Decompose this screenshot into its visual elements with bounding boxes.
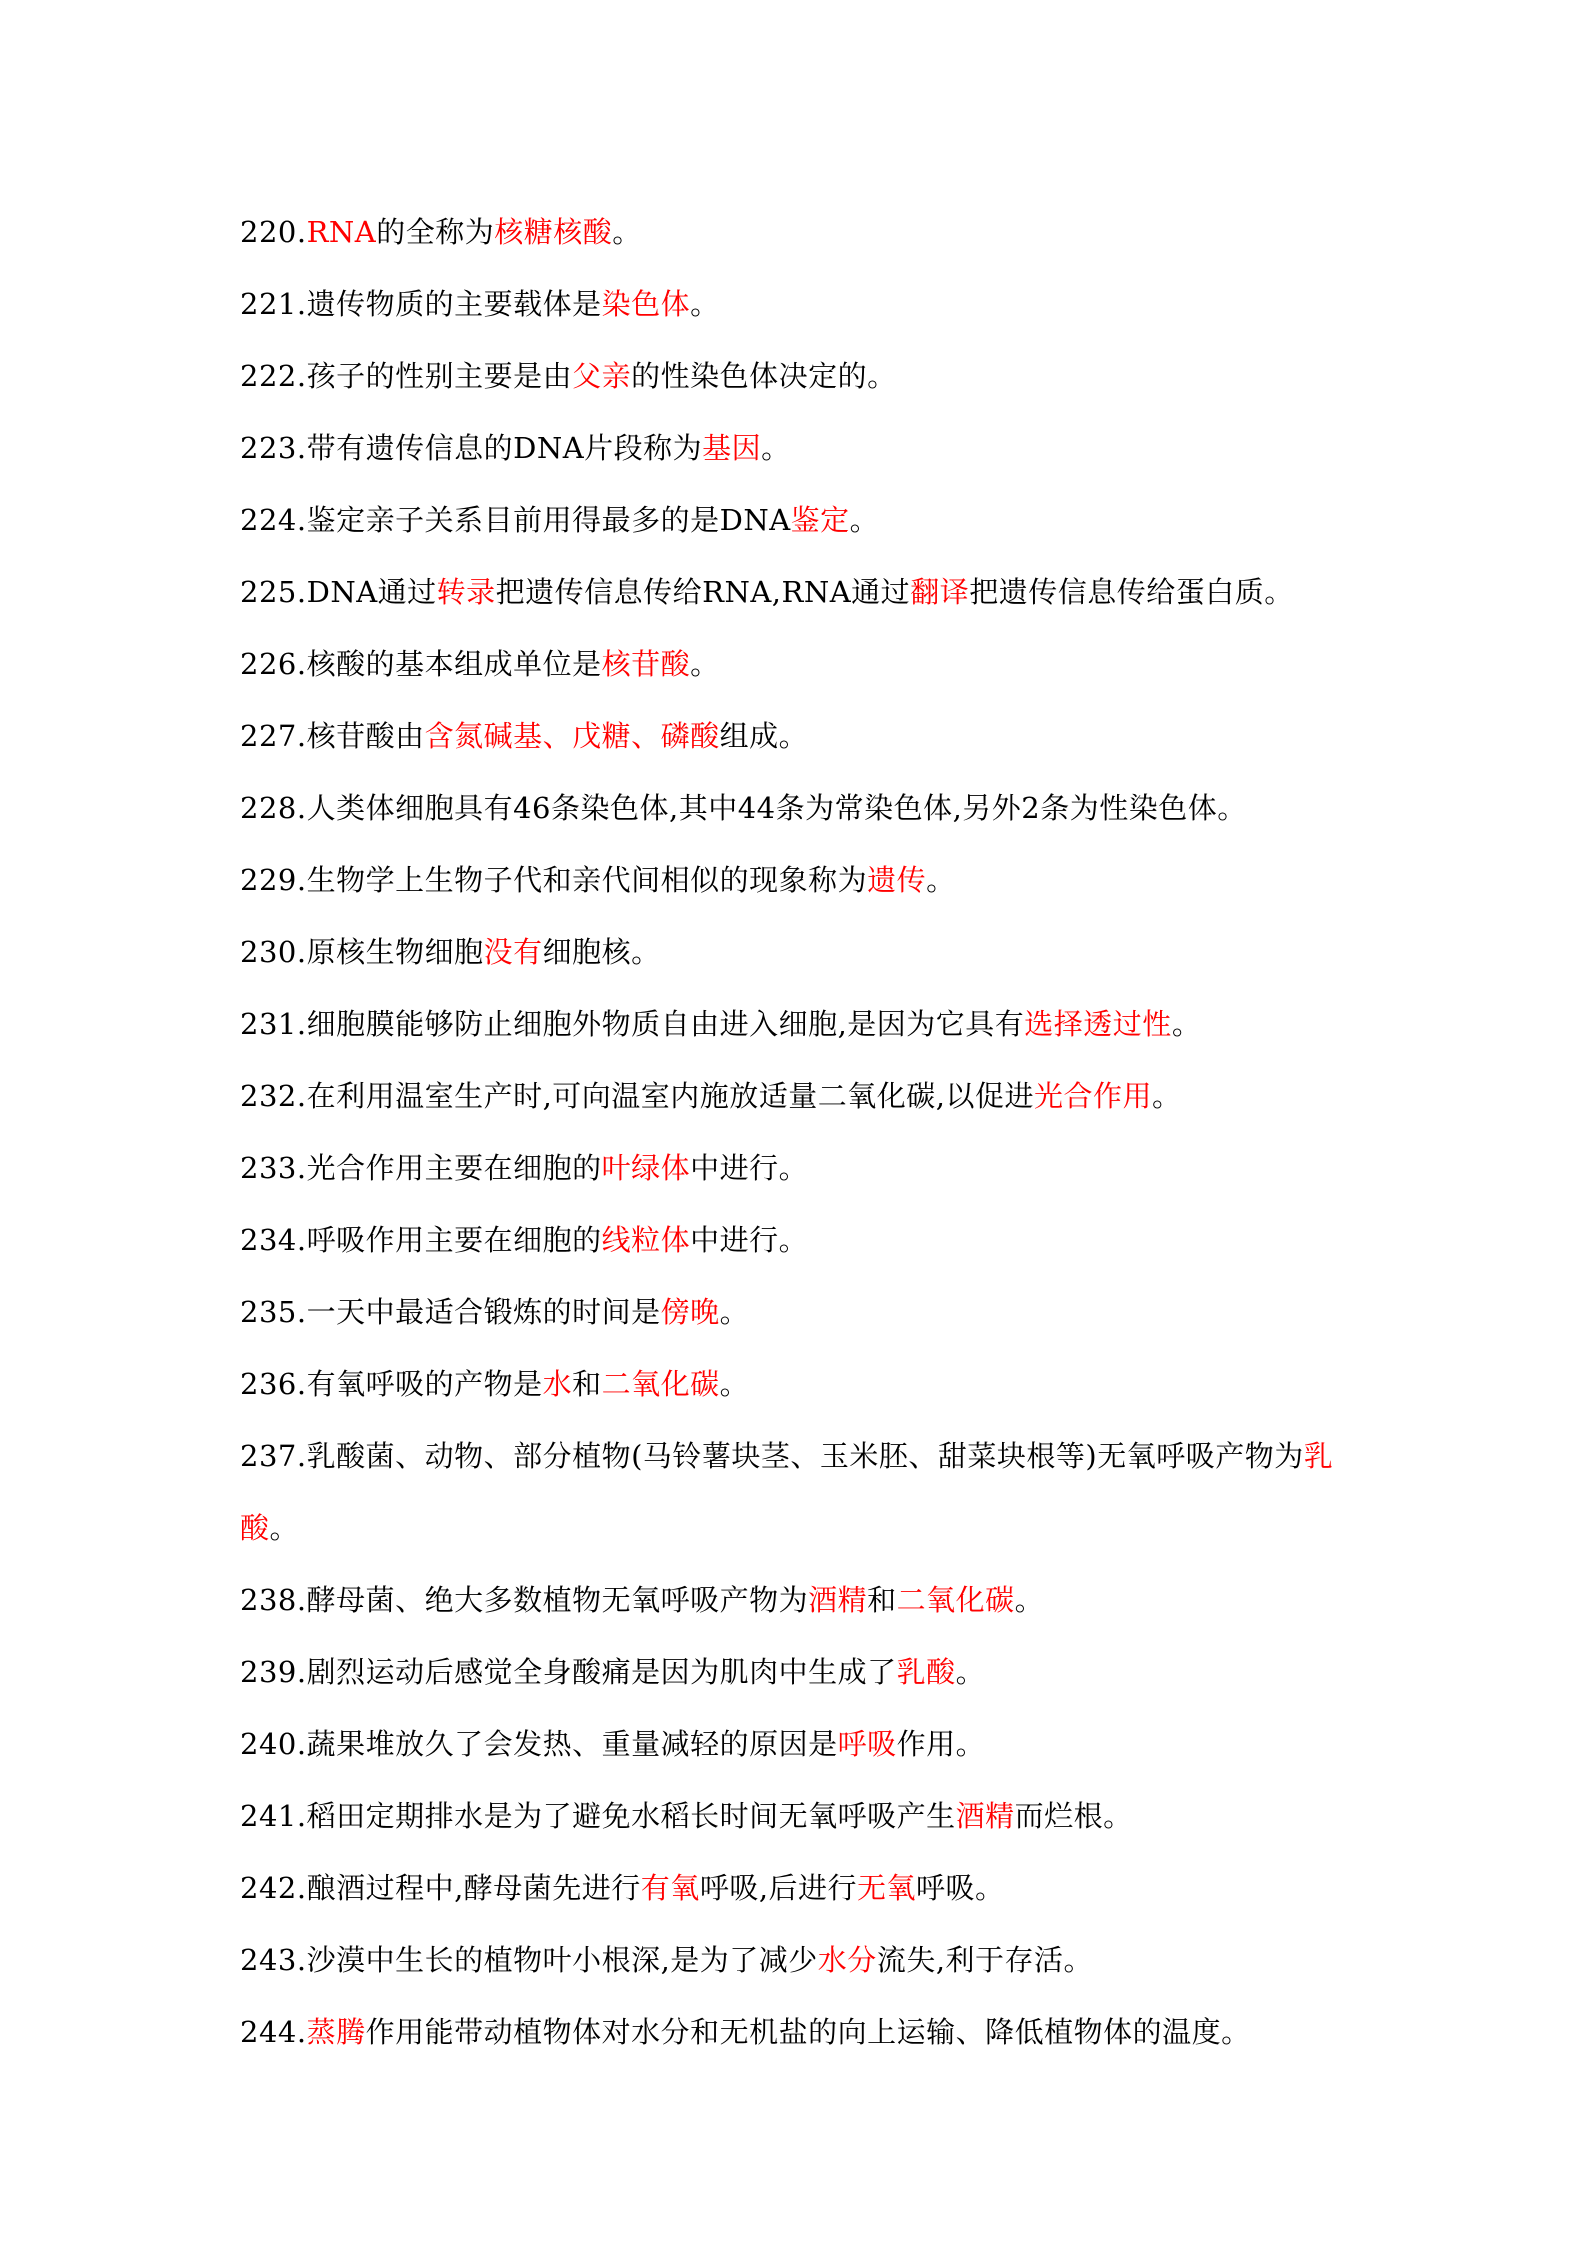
statement-text: 流失,利于存活。 [876,1943,1094,1977]
item-243 [240,1924,1370,1996]
answer-text: 傍晚 [660,1295,720,1329]
item-240 [240,1708,1370,1780]
item-229 [240,844,1370,916]
statement-text: 。 [612,215,642,249]
item-230 [240,916,1370,988]
item-232 [240,1060,1370,1132]
statement-text: 把遗传信息传给蛋白质。 [969,575,1294,609]
statement-text: 把遗传信息传给RNA,RNA通过 [495,575,911,609]
statement-text: 222.孩子的性别主要是由 [240,359,573,393]
statement-text: 作用能带动植物体对水分和无机盐的向上运输、降低植物体的温度。 [365,2015,1251,2049]
statement-text: 。 [1171,1007,1202,1041]
statement-text: 。 [719,1295,750,1329]
statement-text: 。 [955,1655,986,1689]
statement-text: 中进行。 [690,1223,809,1257]
statement-text: 229.生物学上生物子代和亲代间相似的现象称为 [240,863,868,897]
statement-text: 234.呼吸作用主要在细胞的 [240,1223,602,1257]
statement-text: 。 [719,1367,750,1401]
statement-text: 和 [572,1367,602,1401]
statement-text: 225.DNA通过 [240,575,437,609]
statement-text: 221.遗传物质的主要载体是 [240,287,602,321]
statement-text: 241.稻田定期排水是为了避免水稻长时间无氧呼吸产生 [240,1799,956,1833]
item-234 [240,1204,1370,1276]
item-221 [240,268,1370,340]
statement-text: 呼吸,后进行 [699,1871,858,1905]
answer-text: 乳酸 [240,1439,1334,1545]
statement-text: 。 [849,503,880,537]
item-235 [240,1276,1370,1348]
item-233 [240,1132,1370,1204]
statement-text: 的性染色体决定的。 [631,359,897,393]
answer-text: 蒸腾 [306,2015,366,2049]
item-224 [240,484,1370,556]
answer-text: 染色体 [601,287,691,321]
statement-text: 227.核苷酸由 [240,719,425,753]
answer-text: 翻译 [910,575,970,609]
item-220 [240,196,1370,268]
item-238 [240,1564,1370,1636]
statement-text: 224.鉴定亲子关系目前用得最多的是DNA [240,503,791,537]
statement-text: 231.细胞膜能够防止细胞外物质自由进入细胞,是因为它具有 [240,1007,1025,1041]
statement-text: 233.光合作用主要在细胞的 [240,1151,602,1185]
answer-text: 核糖核酸 [494,215,613,249]
answer-text: 线粒体 [601,1223,691,1257]
answer-text: 乳酸 [896,1655,956,1689]
statement-text: 的全称为 [376,215,495,249]
statement-text: 呼吸。 [916,1871,1005,1905]
answer-text: 核苷酸 [601,647,691,681]
statement-text: 作用。 [896,1727,986,1761]
answer-text: 水 [542,1367,573,1401]
statement-text: 232.在利用温室生产时,可向温室内施放适量二氧化碳,以促进 [240,1079,1035,1113]
answer-text: 二氧化碳 [896,1583,1015,1617]
item-225 [240,556,1370,628]
answer-text: RNA [306,215,377,249]
item-231 [240,988,1370,1060]
statement-text: 组成。 [719,719,809,753]
answer-text: 叶绿体 [601,1151,691,1185]
answer-text: 父亲 [572,359,632,393]
answer-text: 酒精 [808,1583,868,1617]
item-241 [240,1780,1370,1852]
answer-text: 没有 [483,935,543,969]
answer-text: 呼吸 [837,1727,897,1761]
statement-text: 244. [240,2015,307,2049]
statement-text: 细胞核。 [542,935,661,969]
item-226 [240,628,1370,700]
statement-text: 242.酿酒过程中,酵母菌先进行 [240,1871,641,1905]
item-228 [240,772,1370,844]
answer-text: 酒精 [955,1799,1015,1833]
statement-text: 。 [690,647,720,681]
statement-text: 。 [1014,1583,1045,1617]
answer-text: 基因 [702,431,762,465]
statement-text: 226.核酸的基本组成单位是 [240,647,602,681]
statement-text: 中进行。 [690,1151,809,1185]
item-236 [240,1348,1370,1420]
statement-text: 220. [240,215,307,249]
statement-text: 。 [1152,1079,1182,1113]
statement-text: 230.原核生物细胞 [240,935,484,969]
item-222 [240,340,1370,412]
answer-text: 有氧 [640,1871,700,1905]
answer-text: 鉴定 [790,503,850,537]
item-242 [240,1852,1370,1924]
statement-text: 240.蔬果堆放久了会发热、重量减轻的原因是 [240,1727,838,1761]
answer-text: 水分 [817,1943,877,1977]
statement-text: 237.乳酸菌、动物、部分植物(马铃薯块茎、玉米胚、甜菜块根等)无氧呼吸产物为 [240,1439,1304,1473]
item-244 [240,1996,1370,2068]
answer-text: 二氧化碳 [601,1367,720,1401]
item-239 [240,1636,1370,1708]
answer-text: 含氮碱基、戊糖、磷酸 [424,719,720,753]
answer-text: 无氧 [857,1871,917,1905]
statement-text: 235.一天中最适合锻炼的时间是 [240,1295,661,1329]
answer-text: 光合作用 [1034,1079,1153,1113]
answer-text: 转录 [436,575,496,609]
item-227 [240,700,1370,772]
statement-text: 和 [867,1583,897,1617]
statement-text: 236.有氧呼吸的产物是 [240,1367,543,1401]
statement-text: 。 [269,1511,300,1545]
item-237 [240,1420,1370,1564]
answer-text: 遗传 [867,863,927,897]
statement-text: 。 [690,287,720,321]
statement-text: 239.剧烈运动后感觉全身酸痛是因为肌肉中生成了 [240,1655,897,1689]
statement-text: 而烂根。 [1014,1799,1133,1833]
document-body [240,196,1370,2068]
statement-text: 228.人类体细胞具有46条染色体,其中44条为常染色体,另外2条为性染色体。 [240,791,1247,825]
statement-text: 223.带有遗传信息的DNA片段称为 [240,431,703,465]
statement-text: 。 [926,863,956,897]
statement-text: 243.沙漠中生长的植物叶小根深,是为了减少 [240,1943,818,1977]
answer-text: 选择透过性 [1024,1007,1172,1041]
statement-text: 238.酵母菌、绝大多数植物无氧呼吸产物为 [240,1583,809,1617]
item-223 [240,412,1370,484]
statement-text: 。 [761,431,791,465]
